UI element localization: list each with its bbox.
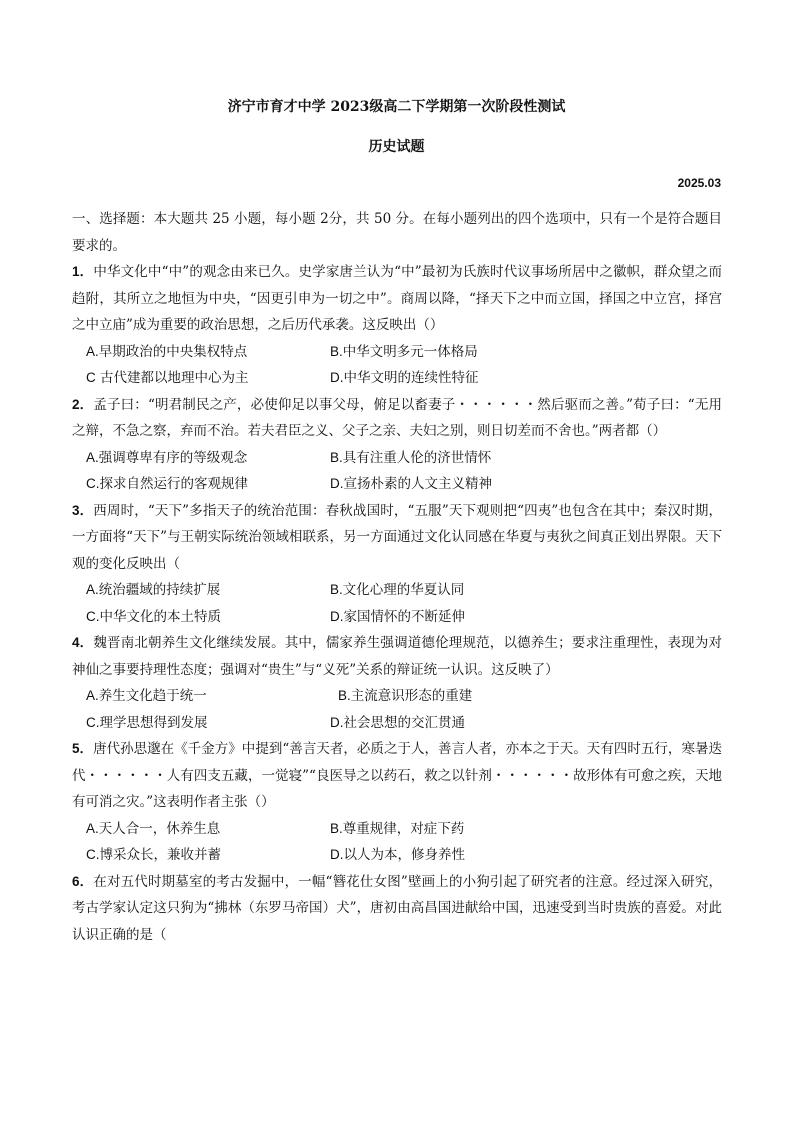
option-letter: C. [86, 476, 100, 491]
question-2 [72, 392, 722, 445]
option-letter: C. [86, 847, 100, 862]
question-stem: 唐代孙思邈在《千金方》中提到“善言天者，必质之于人，善言人者，亦本之于天。天有四时五行，寒暑迭代・・・・・・人有四支五藏，一觉寝”“良医导之以药石，救之以针剂・・・・・・故形体有可愈之疾，天地有可消之灾。”这表明作者主张（） [72, 741, 722, 810]
option-b[interactable] [330, 816, 464, 843]
question-5 [72, 736, 722, 816]
question-number: 3． [72, 502, 94, 518]
option-text: 强调尊卑有序的等级观念 [98, 449, 248, 466]
option-text: 中华文明的连续性特征 [343, 370, 479, 386]
option-text: 文化心理的华夏认同 [342, 582, 465, 598]
option-text: 养生文化趋于统一 [98, 688, 207, 704]
options-row [72, 710, 722, 737]
option-letter: C [86, 370, 96, 385]
exam-title: 济宁市育才中学 2023级高二下学期第一次阶段性测试 [227, 99, 566, 115]
option-c[interactable] [86, 365, 249, 392]
option-letter: B. [330, 820, 343, 836]
option-text: 社会思想的交汇贯通 [343, 714, 465, 731]
options-row [72, 339, 722, 366]
option-d[interactable] [330, 604, 465, 631]
option-text: 博采众长，兼收并蓄 [99, 847, 221, 863]
option-text: 天人合一，休养生息 [98, 820, 221, 837]
option-letter: B. [330, 582, 343, 597]
options-row [72, 365, 722, 392]
option-letter: C. [86, 714, 100, 730]
options-row [72, 816, 722, 843]
option-letter: D. [330, 370, 344, 385]
option-c[interactable] [86, 604, 221, 631]
question-number: 2． [72, 396, 94, 412]
exam-date: 2025.03 [677, 176, 721, 190]
option-a[interactable] [86, 816, 220, 843]
option-a[interactable] [86, 339, 247, 366]
option-text: 尊重规律，对症下药 [342, 820, 465, 837]
option-letter: D. [330, 714, 344, 730]
option-letter: A. [86, 343, 99, 359]
option-b[interactable] [330, 577, 464, 604]
options-row [72, 604, 722, 631]
question-6 [72, 869, 722, 949]
question-stem: 魏晋南北朝养生文化继续发展。其中，儒家养生强调道德伦理规范，以德养生；要求注重理性，表现为对神仙之事要持理性态度；强调对“贵生”与“义死”关系的辩证统一认识。这反映了） [72, 635, 723, 678]
option-d[interactable] [330, 365, 479, 392]
option-letter: A. [86, 449, 99, 465]
option-c[interactable] [86, 842, 221, 869]
option-d[interactable] [330, 710, 465, 737]
option-b[interactable] [338, 683, 472, 710]
option-text: 以人为本，修身养性 [343, 847, 465, 863]
question-4 [72, 630, 722, 683]
option-text: 家国情怀的不断延伸 [343, 608, 465, 625]
option-text: 中华文明多元一体格局 [342, 343, 478, 360]
option-letter: A. [86, 820, 99, 836]
option-c[interactable] [86, 710, 208, 737]
section-intro: 一、选择题：本大题共 25 小题，每小题 2分，共 50 分。在每小题列出的四个选项中，只有一个是符合题目要求的。 [72, 211, 722, 254]
option-text: 理学思想得到发展 [99, 714, 208, 731]
option-d[interactable] [330, 471, 492, 498]
option-b[interactable] [330, 445, 491, 472]
option-letter: B. [330, 449, 343, 465]
question-stem: 中华文化中“中”的观念由来已久。史学家唐兰认为“中”最初为氏族时代议事场所居中之徽帜，群众望之而趋附，其所立之地恒为中央，“因更引申为一切之中”。商周以降，“择天下之中而立国，择国之中立宫，择宫之中立庙”成为重要的政治思想，之后历代承袭。这反映出（） [72, 264, 722, 333]
question-number: 5． [72, 741, 94, 756]
option-letter: B. [330, 343, 343, 359]
question-1 [72, 259, 722, 339]
option-a[interactable] [86, 577, 220, 604]
option-text: 主流意识形态的重建 [350, 688, 473, 704]
options-row [72, 683, 722, 710]
option-d[interactable] [330, 842, 465, 869]
option-a[interactable] [86, 445, 247, 472]
options-row [72, 471, 722, 498]
question-number: 4． [72, 635, 94, 650]
option-text: 探求自然运行的客观规律 [99, 476, 248, 492]
question-number: 1． [72, 264, 94, 279]
option-letter: D. [330, 476, 344, 491]
option-c[interactable] [86, 471, 248, 498]
option-text: 具有注重人伦的济世情怀 [342, 449, 492, 466]
option-text: 古代建都以地理中心为主 [100, 370, 249, 386]
option-letter: A. [86, 582, 99, 597]
option-letter: C. [86, 608, 100, 624]
option-text: 早期政治的中央集权特点 [98, 343, 248, 360]
options-row [72, 842, 722, 869]
option-letter: B. [338, 688, 351, 703]
subject-title: 历史试题 [368, 139, 425, 155]
exam-content [72, 206, 722, 948]
option-a[interactable] [86, 683, 207, 710]
option-letter: D. [330, 608, 344, 624]
option-text: 中华文化的本土特质 [99, 608, 221, 625]
question-stem: 西周时，“天下”多指天子的统治范围：春秋战国时，“五服”天下观则把“四夷”也包含在其中；秦汉时期，一方面将“天下”与王朝实际统治领域相联系，另一方面通过文化认同感在华夏与夷狄之间真正划出界限。天下观的变化反映出（ [72, 502, 722, 572]
option-text: 统治疆域的持续扩展 [98, 582, 221, 598]
question-3 [72, 498, 722, 578]
options-row [72, 445, 722, 472]
question-number: 6． [72, 873, 94, 889]
question-stem: 孟子曰：“明君制民之产，必使仰足以事父母，俯足以畜妻子・・・・・・然后驱而之善。”荀子曰：“无用之辩，不急之察，弃而不治。若夫君臣之义、父子之亲、夫妇之别，则日切差而不舍也。”两者都（） [72, 396, 722, 439]
option-letter: D. [330, 847, 344, 862]
option-b[interactable] [330, 339, 478, 366]
question-stem: 在对五代时期墓室的考古发掘中，一幅“簪花仕女图”壁画上的小狗引起了研究者的注意。经过深入研究，考古学家认定这只狗为“拂林（东罗马帝国）犬”，唐初由高昌国进献给中国，迅速受到当时贵族的喜爱。对此认识正确的是（ [72, 873, 722, 943]
option-text: 宣扬朴素的人文主义精神 [343, 476, 492, 492]
options-row [72, 577, 722, 604]
option-letter: A. [86, 688, 99, 703]
